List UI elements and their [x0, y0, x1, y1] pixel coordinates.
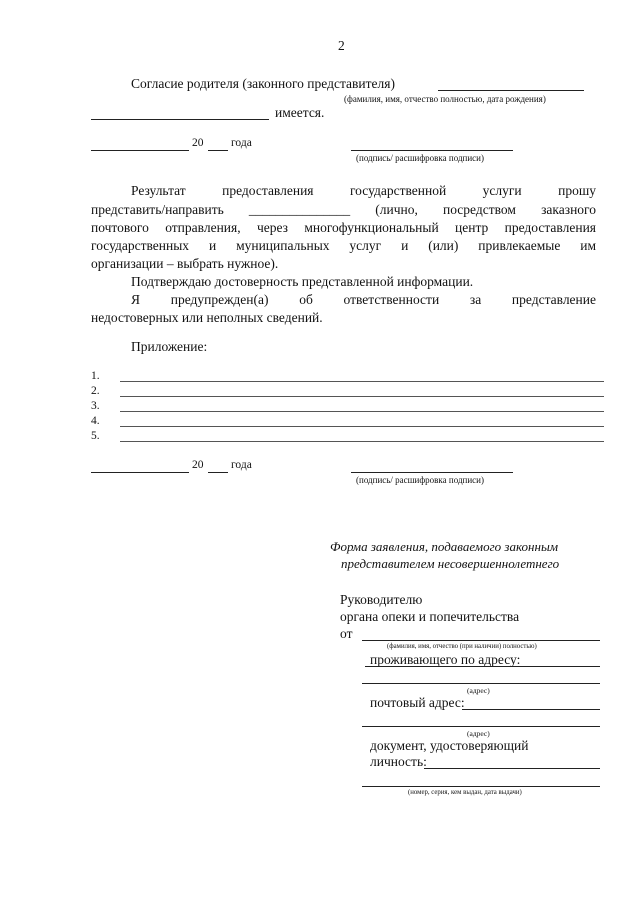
date1-signature-field[interactable] — [351, 150, 513, 151]
postal-label: почтовый адрес: — [370, 695, 465, 710]
doc-field-1[interactable] — [424, 768, 600, 769]
attachment-number-2: 2. — [91, 385, 100, 397]
address-hint: (адрес) — [467, 686, 490, 695]
addressee-line1: Руководителю — [340, 592, 423, 607]
result-line5: организации – выбрать нужное). — [91, 256, 279, 271]
consent-line2-field[interactable] — [91, 119, 269, 120]
doc-label1: документ, удостоверяющий — [370, 738, 529, 753]
attachments-title: Приложение: — [131, 339, 208, 354]
address-label: проживающего по адресу: — [370, 652, 521, 667]
date2-signature-hint: (подпись/ расшифровка подписи) — [356, 475, 484, 485]
attachment-number-3: 3. — [91, 400, 100, 412]
attachment-field-1[interactable] — [120, 381, 604, 382]
date1-signature-hint: (подпись/ расшифровка подписи) — [356, 153, 484, 163]
doc-hint: (номер, серия, кем выдан, дата выдачи) — [408, 789, 522, 796]
attachment-field-5[interactable] — [120, 441, 604, 442]
result-line4: государственных и муниципальных услуг и (или) привлекаемые им — [91, 238, 596, 253]
warn-line2: недостоверных или неполных сведений. — [91, 310, 323, 325]
applicant-name-field[interactable] — [362, 640, 600, 641]
attachment-field-2[interactable] — [120, 396, 604, 397]
date2-signature-field[interactable] — [351, 472, 513, 473]
consent-parent-name-field[interactable] — [438, 90, 584, 91]
result-line2: представить/направить _______________ (лично, посредством заказного — [91, 202, 596, 217]
form-title-line2: представителем несовершеннолетнего — [341, 556, 560, 571]
date2-year-field[interactable] — [208, 472, 228, 473]
attachment-number-1: 1. — [91, 370, 100, 382]
addressee-line2: органа опеки и попечительства — [340, 609, 520, 624]
name-hint: (фамилия, имя, отчество (при наличии) полностью) — [387, 643, 537, 650]
postal-hint: (адрес) — [467, 729, 490, 738]
postal-field-2[interactable] — [362, 726, 600, 727]
attachment-number-4: 4. — [91, 415, 100, 427]
doc-label2: личность: — [370, 754, 427, 769]
attachment-field-4[interactable] — [120, 426, 604, 427]
addressee-from: от — [340, 626, 353, 641]
attachment-field-3[interactable] — [120, 411, 604, 412]
consent-hint: (фамилия, имя, отчество полностью, дата рождения) — [344, 94, 546, 104]
doc-field-2[interactable] — [362, 786, 600, 787]
warn-line1: Я предупрежден(а) об ответственности за представление — [131, 292, 596, 307]
address-field-2[interactable] — [362, 683, 600, 684]
page-number: 2 — [338, 38, 345, 53]
date2-year-prefix: 20 — [192, 459, 204, 471]
date1-day-field[interactable] — [91, 150, 189, 151]
address-field-1[interactable] — [365, 666, 600, 667]
postal-field-1[interactable] — [462, 709, 600, 710]
date2-day-field[interactable] — [91, 472, 189, 473]
date1-year-field[interactable] — [208, 150, 228, 151]
date1-year-prefix: 20 — [192, 137, 204, 149]
consent-line1: Согласие родителя (законного представителя) — [131, 76, 395, 91]
confirm-text: Подтверждаю достоверность представленной информации. — [131, 274, 474, 289]
result-line3: почтового отправления, через многофункциональный центр предоставления — [91, 220, 596, 235]
form-title-line1: Форма заявления, подаваемого законным — [330, 539, 559, 554]
date1-year-suffix: года — [231, 137, 252, 149]
date2-year-suffix: года — [231, 459, 252, 471]
consent-line2-suffix: имеется. — [275, 105, 325, 120]
result-line1: Результат предоставления государственной услуги прошу — [131, 183, 596, 198]
attachment-number-5: 5. — [91, 430, 100, 442]
